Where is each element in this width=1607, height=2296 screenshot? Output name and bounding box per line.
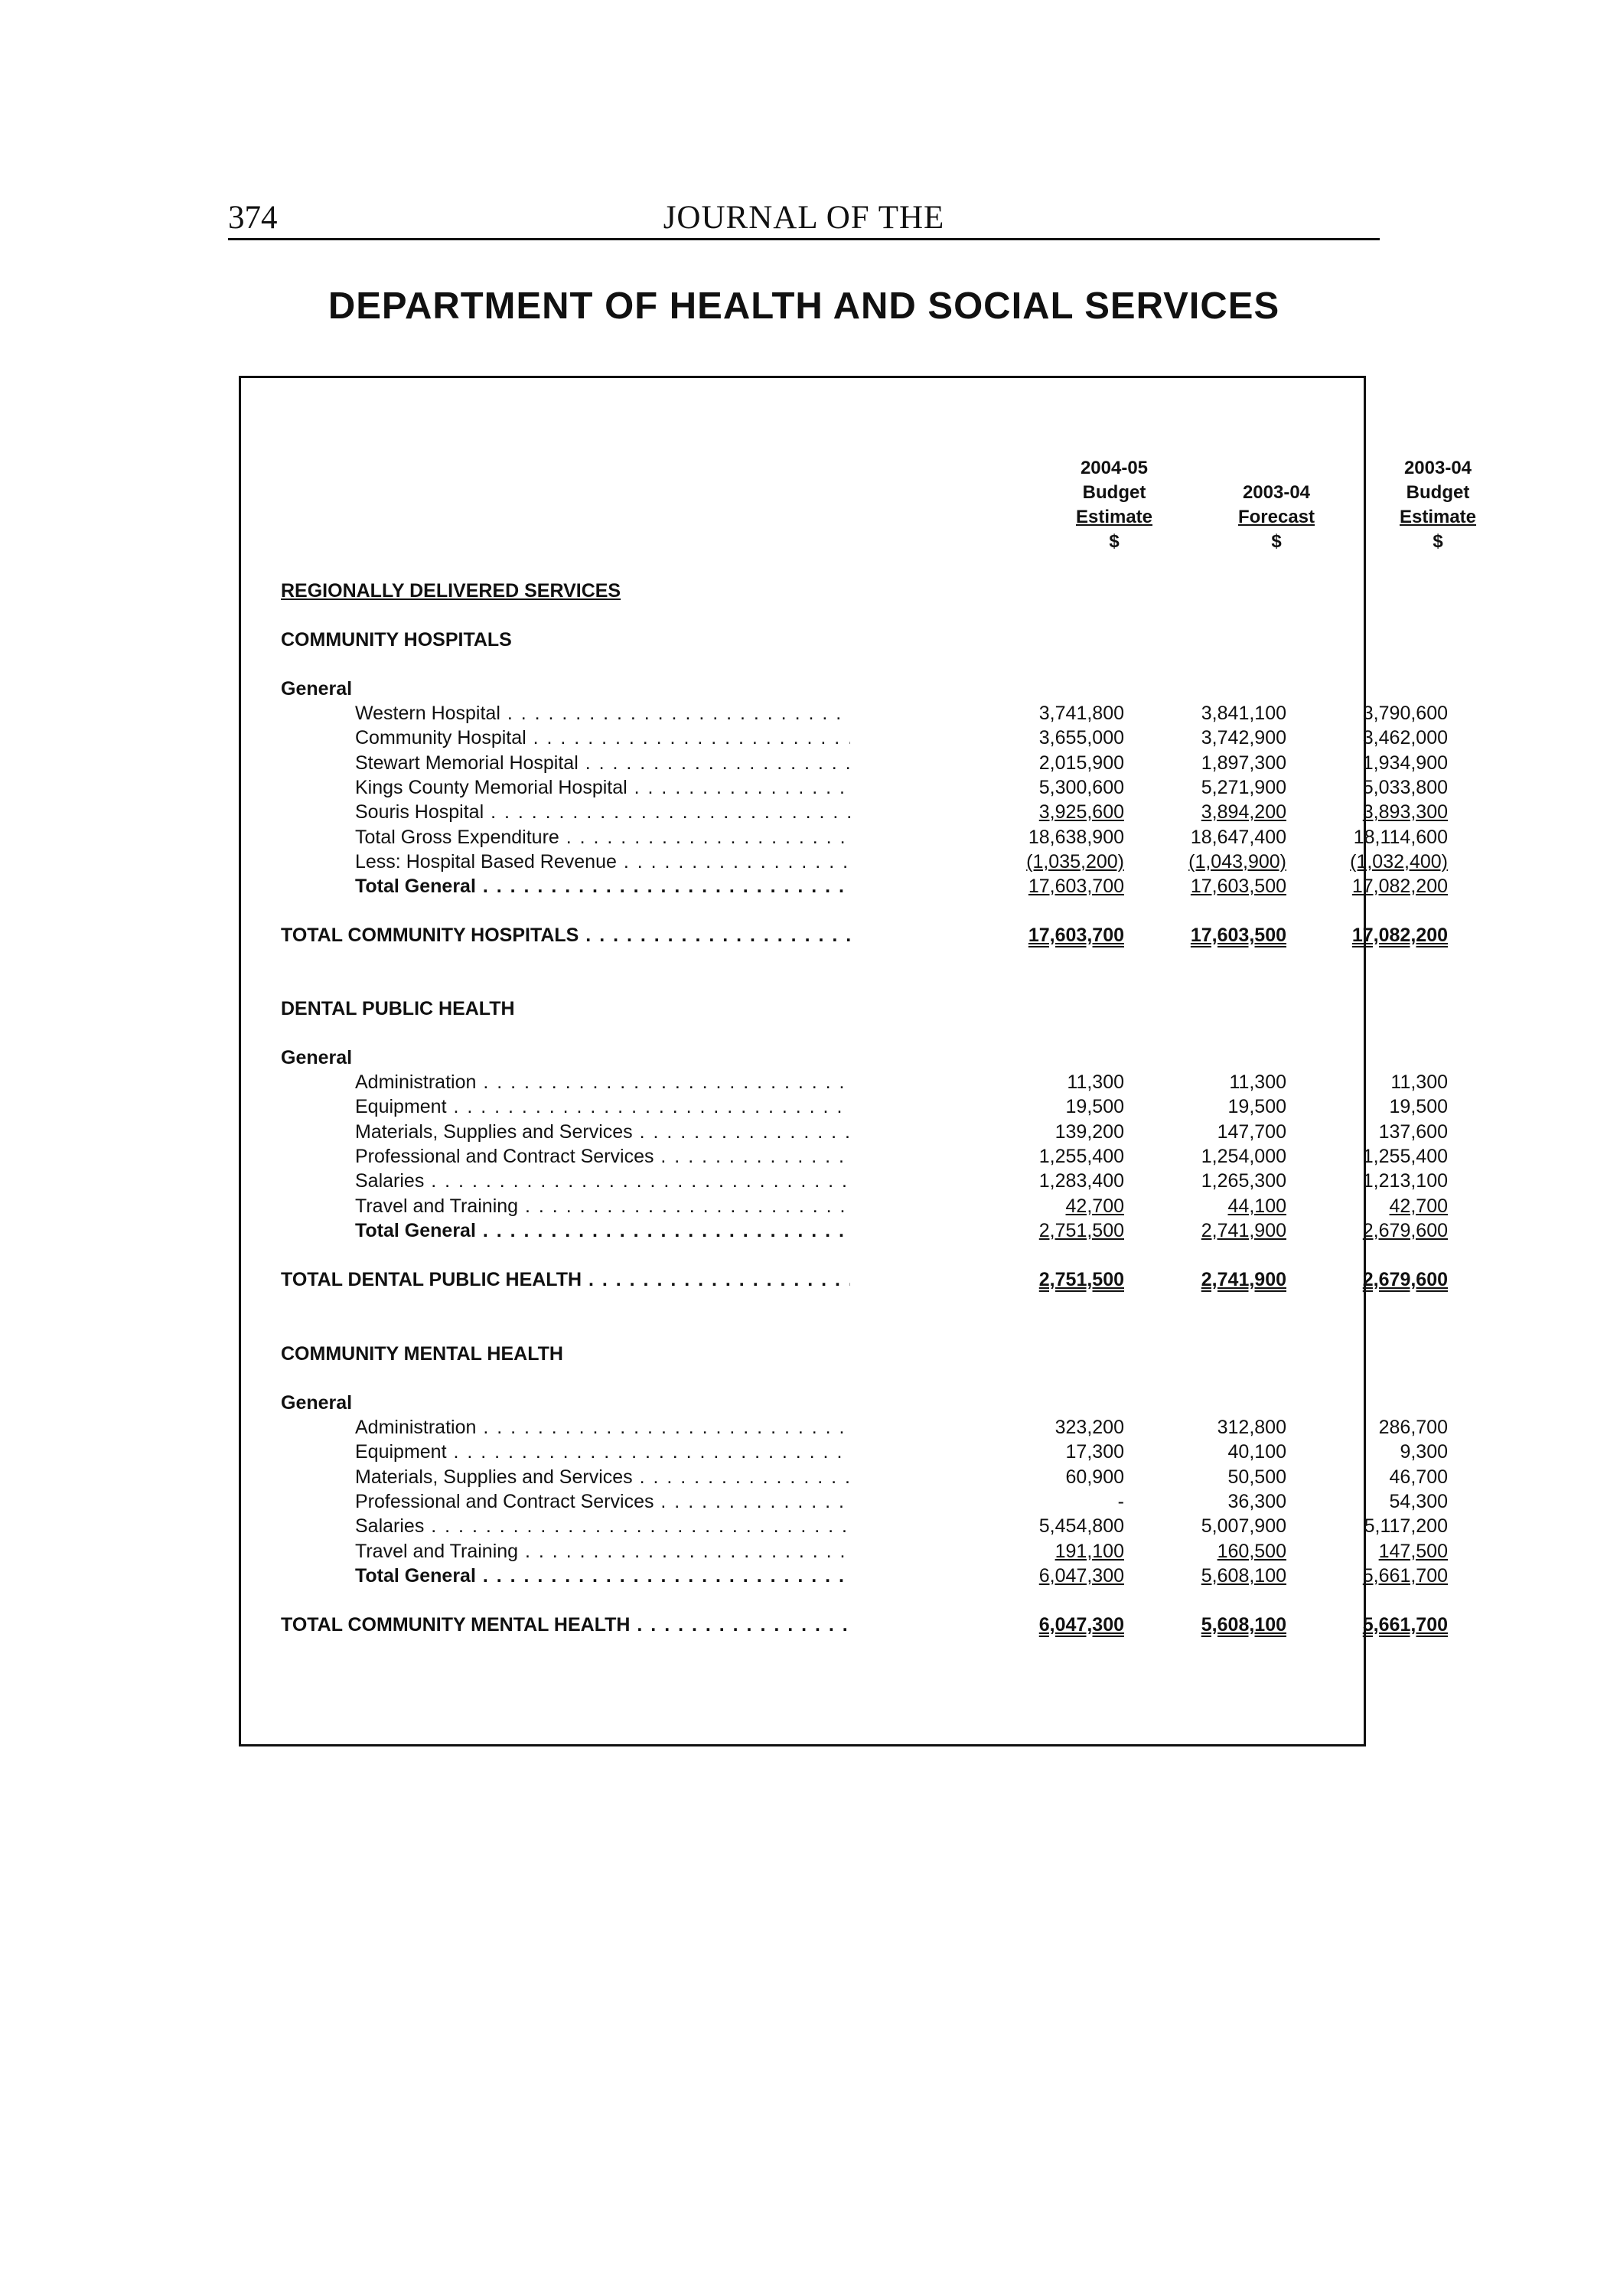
row-value-text: 2,751,500 — [1038, 1219, 1124, 1241]
row-value-text: 18,647,400 — [1190, 826, 1286, 848]
row-value-text: 6,047,300 — [1038, 1564, 1124, 1587]
table-row — [281, 1094, 1448, 1119]
row-value-text: 1,255,400 — [1038, 1145, 1124, 1167]
row-value — [1133, 800, 1286, 824]
row-value — [1133, 775, 1286, 800]
section-total-label: TOTAL COMMUNITY HOSPITALS . . . — [281, 923, 850, 947]
table-row — [281, 1144, 1448, 1169]
table-row — [281, 775, 1448, 800]
row-value — [971, 1489, 1124, 1514]
section-total-label: TOTAL DENTAL PUBLIC HEALTH . . . — [281, 1267, 850, 1292]
table-row — [281, 1194, 1448, 1218]
row-value-text: 3,841,100 — [1201, 703, 1286, 724]
row-value — [1133, 726, 1286, 750]
row-value — [971, 1144, 1124, 1169]
row-value-text: 147,700 — [1217, 1120, 1286, 1143]
row-value-text: 17,300 — [1065, 1441, 1124, 1463]
row-value-text: 1,254,000 — [1201, 1145, 1286, 1167]
row-label: Equipment . . . — [355, 1094, 850, 1119]
row-value-text: 44,100 — [1227, 1195, 1286, 1217]
budget-table — [239, 376, 1477, 1746]
row-value — [971, 1194, 1124, 1218]
row-value-text: 5,271,900 — [1201, 776, 1286, 798]
col3-line2: Budget — [1406, 482, 1470, 503]
row-value-text: 46,700 — [1389, 1466, 1448, 1488]
row-value-text: 42,700 — [1389, 1195, 1448, 1217]
row-label: Total General . . . — [355, 1564, 850, 1588]
row-value — [971, 1514, 1124, 1538]
row-value — [1133, 1465, 1286, 1489]
section-total-value — [971, 1267, 1124, 1292]
table-row — [281, 1440, 1448, 1464]
row-value-text: 1,897,300 — [1201, 752, 1286, 774]
table-row — [281, 726, 1448, 750]
row-value-text: 286,700 — [1378, 1417, 1448, 1438]
row-label: Materials, Supplies and Services . . . — [355, 1120, 850, 1144]
row-value-text: 2,015,900 — [1038, 752, 1124, 774]
row-value — [1295, 874, 1448, 899]
row-value — [1295, 1144, 1448, 1169]
row-label: Equipment . . . — [355, 1440, 850, 1464]
row-value-text: 191,100 — [1054, 1540, 1124, 1562]
row-value — [971, 1539, 1124, 1564]
col1-line1: 2004-05 — [1080, 458, 1149, 478]
table-row — [281, 1120, 1448, 1144]
row-value-text: 17,082,200 — [1351, 876, 1448, 898]
section-total-value-text: 17,082,200 — [1351, 925, 1448, 947]
row-value-text: 312,800 — [1217, 1417, 1286, 1438]
row-label: Professional and Contract Services . . . — [355, 1144, 850, 1169]
row-value — [1133, 1194, 1286, 1218]
section-total-value-text: 6,047,300 — [1038, 1614, 1124, 1636]
section-title: COMMUNITY HOSPITALS — [281, 629, 512, 651]
row-label: Salaries . . . — [355, 1169, 850, 1193]
row-value-text: 18,114,600 — [1353, 826, 1448, 848]
row-value — [1295, 751, 1448, 775]
row-value-text: 60,900 — [1065, 1466, 1124, 1488]
section-total-value-text: 2,679,600 — [1362, 1269, 1448, 1291]
row-label: Salaries . . . — [355, 1514, 850, 1538]
journal-title: JOURNAL OF THE — [663, 200, 945, 236]
table-row — [281, 1169, 1448, 1193]
col3-line4: $ — [1433, 531, 1443, 552]
row-value — [1133, 1094, 1286, 1119]
row-label: Materials, Supplies and Services . . . — [355, 1465, 850, 1489]
col2-line3: Forecast — [1237, 507, 1315, 527]
section-total-value — [1133, 1613, 1286, 1637]
row-value-text: 2,679,600 — [1362, 1219, 1448, 1241]
table-row — [281, 1514, 1448, 1538]
row-label: Stewart Memorial Hospital . . . — [355, 751, 850, 775]
row-value — [1133, 1070, 1286, 1094]
row-value — [1295, 1489, 1448, 1514]
row-value — [1295, 825, 1448, 850]
department-title: DEPARTMENT OF HEALTH AND SOCIAL SERVICES — [328, 285, 1280, 327]
row-value-text: 17,603,500 — [1190, 876, 1286, 898]
row-value-text: 19,500 — [1389, 1096, 1448, 1118]
row-value — [1133, 1564, 1286, 1588]
row-value-text: (1,032,400) — [1350, 850, 1448, 872]
row-value — [1133, 825, 1286, 850]
row-value-text: 11,300 — [1229, 1071, 1286, 1093]
row-value — [971, 1169, 1124, 1193]
row-value — [971, 1564, 1124, 1588]
section-subhead: General — [281, 1392, 353, 1414]
section-total-value — [1295, 1267, 1448, 1292]
row-value — [1295, 1465, 1448, 1489]
row-value-text: 3,462,000 — [1362, 727, 1448, 749]
regional-services-heading: REGIONALLY DELIVERED SERVICES — [281, 580, 621, 602]
row-value-text: 11,300 — [1390, 1071, 1448, 1093]
row-value — [971, 800, 1124, 824]
table-row — [281, 1465, 1448, 1489]
table-row — [281, 751, 1448, 775]
row-value-text: 1,934,900 — [1362, 752, 1448, 774]
row-value — [1295, 1169, 1448, 1193]
row-label: Administration . . . — [355, 1415, 850, 1440]
row-value-text: 137,600 — [1378, 1120, 1448, 1143]
row-value-text: 36,300 — [1227, 1490, 1286, 1512]
table-row — [281, 701, 1448, 726]
row-value-text: 1,213,100 — [1362, 1170, 1448, 1192]
row-value — [1295, 1120, 1448, 1144]
table-row — [281, 850, 1448, 874]
row-value-text: 160,500 — [1217, 1540, 1286, 1562]
section-subhead: General — [281, 678, 353, 700]
row-value-text: 42,700 — [1065, 1195, 1124, 1217]
running-head — [228, 195, 1380, 240]
row-value — [1295, 800, 1448, 824]
row-value-text: 5,608,100 — [1201, 1564, 1286, 1587]
row-value-text: 147,500 — [1378, 1540, 1448, 1562]
col1-line2: Budget — [1082, 482, 1146, 503]
row-value — [971, 1070, 1124, 1094]
col2-line2: 2003-04 — [1242, 482, 1311, 503]
section-total-value — [1133, 1267, 1286, 1292]
row-value-text: 5,117,200 — [1364, 1515, 1448, 1538]
col2-line4: $ — [1271, 531, 1282, 552]
row-value — [971, 726, 1124, 750]
row-value-text: 54,300 — [1389, 1490, 1448, 1512]
row-label: Kings County Memorial Hospital . . . — [355, 775, 850, 800]
section-total-row — [281, 1613, 1448, 1637]
row-value-text: 5,661,700 — [1362, 1564, 1448, 1587]
row-value — [1295, 850, 1448, 874]
row-label: Travel and Training . . . — [355, 1539, 850, 1564]
row-value-text: 5,454,800 — [1038, 1515, 1124, 1538]
section-total-value-text: 5,608,100 — [1201, 1614, 1286, 1636]
row-value-text: 323,200 — [1054, 1417, 1124, 1438]
row-value — [1295, 775, 1448, 800]
row-value — [1133, 1415, 1286, 1440]
table-row — [281, 1218, 1448, 1243]
col1-line4: $ — [1109, 531, 1120, 552]
row-label: Administration . . . — [355, 1070, 850, 1094]
row-value-text: 2,741,900 — [1201, 1219, 1286, 1241]
row-value-text: 9,300 — [1400, 1441, 1448, 1463]
row-value — [971, 701, 1124, 726]
table-row — [281, 800, 1448, 824]
row-value — [1133, 701, 1286, 726]
row-value-text: 11,300 — [1067, 1071, 1124, 1093]
section-total-value — [1295, 923, 1448, 947]
row-value-text: 1,283,400 — [1038, 1170, 1124, 1192]
row-value-text: 3,741,800 — [1038, 703, 1124, 724]
table-row — [281, 1489, 1448, 1514]
row-value — [971, 825, 1124, 850]
section-title: DENTAL PUBLIC HEALTH — [281, 998, 515, 1019]
col3-line1: 2003-04 — [1403, 458, 1472, 478]
row-value — [1133, 1514, 1286, 1538]
section-total-value-text: 2,751,500 — [1038, 1269, 1124, 1291]
row-value — [1295, 1415, 1448, 1440]
row-value — [971, 874, 1124, 899]
table-row — [281, 1415, 1448, 1440]
row-label: Community Hospital . . . — [355, 726, 850, 750]
row-value-text: 18,638,900 — [1028, 826, 1124, 848]
row-value — [1133, 1169, 1286, 1193]
col-header-2003-04-forecast — [1200, 481, 1353, 554]
section-total-value-text: 5,661,700 — [1362, 1614, 1448, 1636]
section-total-value — [1295, 1613, 1448, 1637]
table-row — [281, 1564, 1448, 1588]
row-value-text: 1,255,400 — [1362, 1145, 1448, 1167]
row-value — [1295, 1440, 1448, 1464]
row-value — [971, 1415, 1124, 1440]
row-value — [1295, 1218, 1448, 1243]
row-value — [971, 775, 1124, 800]
row-value — [1295, 1514, 1448, 1538]
row-value — [1295, 1094, 1448, 1119]
col3-line3: Estimate — [1399, 507, 1477, 527]
row-value — [1295, 726, 1448, 750]
section-subhead: General — [281, 1047, 353, 1068]
row-value — [1133, 874, 1286, 899]
row-value — [971, 1440, 1124, 1464]
section-total-value-text: 2,741,900 — [1201, 1269, 1286, 1291]
row-value — [1133, 1440, 1286, 1464]
section-total-row — [281, 1267, 1448, 1292]
row-value — [1133, 1218, 1286, 1243]
row-value-text: (1,043,900) — [1188, 850, 1286, 872]
row-value-text: 3,925,600 — [1038, 801, 1124, 823]
row-value — [1295, 1070, 1448, 1094]
row-label: Total Gross Expenditure . . . — [355, 825, 850, 850]
row-label: Travel and Training . . . — [355, 1194, 850, 1218]
row-value-text: 5,033,800 — [1362, 776, 1448, 798]
row-value — [1295, 1194, 1448, 1218]
row-value-text: 19,500 — [1227, 1096, 1286, 1118]
row-value — [1133, 751, 1286, 775]
row-value-text: 5,007,900 — [1201, 1515, 1286, 1538]
row-value — [971, 1218, 1124, 1243]
table-row — [281, 1070, 1448, 1094]
row-value-text: 3,742,900 — [1201, 727, 1286, 749]
row-value — [1295, 1539, 1448, 1564]
table-row — [281, 874, 1448, 899]
section-total-row — [281, 923, 1448, 947]
row-value-text: 3,893,300 — [1362, 801, 1448, 823]
row-value — [971, 850, 1124, 874]
row-value — [971, 1465, 1124, 1489]
row-value-text: - — [1117, 1490, 1124, 1512]
table-row — [281, 825, 1448, 850]
row-value — [971, 1094, 1124, 1119]
row-label: Western Hospital . . . — [355, 701, 850, 726]
col-header-2003-04-estimate — [1361, 456, 1514, 554]
row-value — [1295, 1564, 1448, 1588]
row-value-text: 3,790,600 — [1362, 703, 1448, 724]
row-value-text: 50,500 — [1227, 1466, 1286, 1488]
row-value — [1133, 1144, 1286, 1169]
row-value — [1133, 1120, 1286, 1144]
row-label: Total General . . . — [355, 1218, 850, 1243]
row-value — [1133, 1489, 1286, 1514]
section-total-label: TOTAL COMMUNITY MENTAL HEALTH . . . — [281, 1613, 850, 1637]
section-total-value — [971, 923, 1124, 947]
row-value — [1295, 701, 1448, 726]
row-label: Less: Hospital Based Revenue . . . — [355, 850, 850, 874]
row-value-text: 19,500 — [1065, 1096, 1124, 1118]
section-total-value — [1133, 923, 1286, 947]
row-value-text: 3,894,200 — [1201, 801, 1286, 823]
row-value — [1133, 1539, 1286, 1564]
col-header-2004-05-estimate — [1038, 456, 1191, 554]
row-value-text: 3,655,000 — [1038, 727, 1124, 749]
page-number: 374 — [228, 200, 278, 236]
table-row — [281, 1539, 1448, 1564]
row-value — [1133, 850, 1286, 874]
row-value-text: 139,200 — [1054, 1120, 1124, 1143]
row-value-text: 5,300,600 — [1038, 776, 1124, 798]
row-value — [971, 1120, 1124, 1144]
row-value-text: 40,100 — [1227, 1441, 1286, 1463]
section-total-value-text: 17,603,700 — [1028, 925, 1124, 947]
row-label: Souris Hospital . . . — [355, 800, 850, 824]
row-value-text: 17,603,700 — [1028, 876, 1124, 898]
col1-line3: Estimate — [1075, 507, 1153, 527]
row-value-text: 1,265,300 — [1201, 1170, 1286, 1192]
row-value — [971, 751, 1124, 775]
section-total-value-text: 17,603,500 — [1190, 925, 1286, 947]
section-title: COMMUNITY MENTAL HEALTH — [281, 1343, 563, 1365]
row-label: Total General . . . — [355, 874, 850, 899]
row-value-text: (1,035,200) — [1026, 850, 1124, 872]
section-total-value — [971, 1613, 1124, 1637]
row-label: Professional and Contract Services . . . — [355, 1489, 850, 1514]
